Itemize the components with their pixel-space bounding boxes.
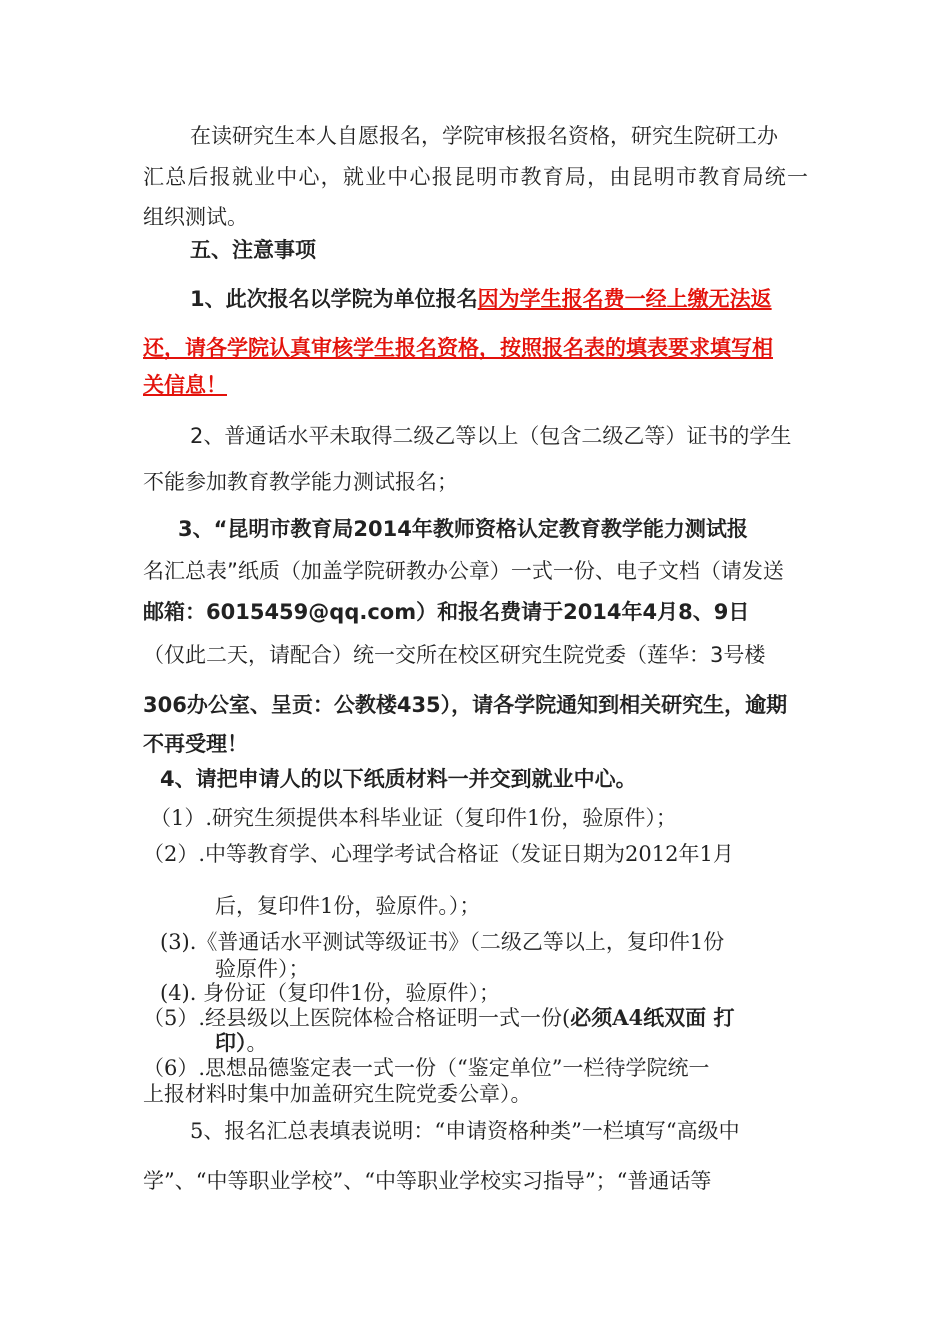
- item-4-sub-2-line-2: 后，复印件1份，验原件。）；: [215, 894, 481, 918]
- item-4-sub-5-period: 。: [246, 1031, 268, 1055]
- para-1-line-2: 汇总后报就业中心，就业中心报昆明市教育局，由昆明市教育局统一: [143, 165, 808, 189]
- item-3-line-4: （仅此二天，请配合）统一交所在校区研究生院党委（莲华：3号楼: [143, 643, 766, 667]
- item-5-line-2: 学”、“中等职业学校”、“中等职业学校实习指导”；“普通话等: [143, 1169, 712, 1193]
- item-1-lead: 1、此次报名以学院为单位报名: [190, 287, 478, 311]
- item-1-line-1: [190, 285, 772, 313]
- item-4-sub-6-line-2: 上报材料时集中加盖研究生院党委公章）。: [143, 1082, 532, 1106]
- item-4-sub-5-line-1: [143, 1004, 734, 1032]
- item-4-sub-5-text: （5）.经县级以上医院体检合格证明一式一份(: [143, 1006, 571, 1030]
- item-3-line-1: 3、“昆明市教育局2014年教师资格认定教育教学能力测试报: [178, 517, 748, 541]
- para-1-line-1: 在读研究生本人自愿报名，学院审核报名资格，研究生院研工办: [190, 124, 778, 148]
- item-3-line-5: 306办公室、呈贡：公教楼435），请各学院通知到相关研究生，逾期: [143, 693, 788, 717]
- item-4-sub-6-line-1: （6）.思想品德鉴定表一式一份（“鉴定单位”一栏待学院统一: [143, 1056, 710, 1080]
- item-1-warning-part-1: 因为学生报名费一经上缴无法返: [477, 287, 772, 311]
- item-3-line-2: 名汇总表”纸质（加盖学院研教办公章）一式一份、电子文档（请发送: [143, 559, 784, 583]
- item-1-warning-part-3: 关信息！: [143, 373, 227, 397]
- para-1-line-3: 组织测试。: [143, 205, 248, 229]
- item-4-sub-3-line-1: (3).《普通话水平测试等级证书》（二级乙等以上，复印件1份: [160, 930, 725, 954]
- item-4-sub-3-line-2: 验原件）；: [215, 957, 310, 981]
- item-4-sub-5-bold: 必须A4纸双面 打: [570, 1005, 735, 1030]
- item-4-sub-5-bold-end: 印）: [215, 1030, 247, 1055]
- item-4-sub-5-line-2: [215, 1029, 268, 1057]
- item-4-sub-1: （1）.研究生须提供本科毕业证（复印件1份，验原件）；: [150, 806, 677, 830]
- item-1-warning-part-2: 还，请各学院认真审核学生报名资格，按照报名表的填表要求填写相: [143, 336, 773, 360]
- item-2-line-1: 2、普通话水平未取得二级乙等以上（包含二级乙等）证书的学生: [190, 424, 792, 448]
- item-3-line-6: 不再受理！: [143, 732, 248, 756]
- item-5-line-1: 5、报名汇总表填表说明：“申请资格种类”一栏填写“高级中: [190, 1119, 740, 1143]
- item-2-line-2: 不能参加教育教学能力测试报名；: [143, 470, 458, 494]
- item-4-sub-2-line-1: （2）.中等教育学、心理学考试合格证（发证日期为2012年1月: [143, 842, 734, 866]
- section-heading-5: 五、注意事项: [190, 238, 316, 262]
- item-4-sub-4: (4). 身份证（复印件1份，验原件）；: [160, 981, 500, 1005]
- item-4-title: 4、请把申请人的以下纸质材料一并交到就业中心。: [160, 767, 637, 791]
- item-3-line-3: 邮箱：6015459@qq.com）和报名费请于2014年4月8、9日: [143, 600, 750, 624]
